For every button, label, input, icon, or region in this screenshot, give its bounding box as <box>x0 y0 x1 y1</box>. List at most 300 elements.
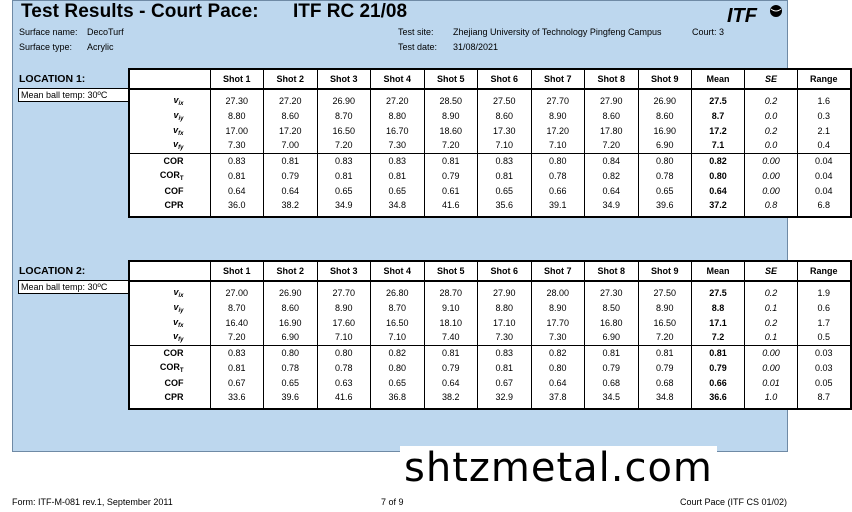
table-cell: 0.64 <box>585 183 639 198</box>
table-row <box>129 108 851 123</box>
table-cell: 2.1 <box>817 125 830 136</box>
table-cell: 0.80 <box>264 345 318 360</box>
row-label-symbol: v <box>173 139 179 150</box>
table-cell: 26.90 <box>638 89 692 108</box>
table-cell: 0.6 <box>817 302 830 313</box>
table-cell: 17.80 <box>585 123 639 138</box>
table-cell: 0.05 <box>814 377 833 388</box>
column-header: Shot 2 <box>264 261 318 281</box>
table-cell: 7.2 <box>692 330 745 345</box>
column-header: Shot 7 <box>531 261 585 281</box>
table-cell: 0.80 <box>531 153 585 168</box>
table-cell: 0.78 <box>264 360 318 375</box>
table-cell: 17.30 <box>478 123 532 138</box>
table-cell: 0.83 <box>317 153 371 168</box>
column-header: Shot 3 <box>317 69 371 89</box>
column-header: Shot 1 <box>210 261 264 281</box>
table-row <box>129 198 851 217</box>
table-cell: 17.60 <box>317 315 371 330</box>
results-panel <box>12 0 838 452</box>
row-label-text: COR <box>159 169 180 180</box>
watermark: shtzmetal.com <box>400 446 717 490</box>
table-cell: 39.6 <box>638 198 692 217</box>
table-cell: 7.00 <box>264 138 318 153</box>
header-corner <box>129 261 210 281</box>
table-cell: 36.0 <box>210 198 264 217</box>
table-cell: 34.9 <box>585 198 639 217</box>
table-cell: 0.03 <box>798 345 851 360</box>
table-cell: 0.66 <box>531 183 585 198</box>
row-label-subscript: iy <box>178 307 184 314</box>
table-cell: 16.90 <box>264 315 318 330</box>
column-header: Shot 6 <box>478 261 532 281</box>
table-cell: 0.84 <box>585 153 639 168</box>
row-label-subscript: fx <box>178 322 184 329</box>
table-cell: 8.60 <box>638 108 692 123</box>
location-2-ball-temp: Mean ball temp: 30ºC <box>18 280 129 294</box>
table-cell: 0.81 <box>317 168 371 183</box>
footer-doc-ref: Court Pace (ITF CS 01/02) <box>679 497 787 507</box>
row-label <box>129 123 210 138</box>
table-cell: 8.80 <box>210 108 264 123</box>
table-cell: 0.64 <box>264 183 318 198</box>
table-cell: 0.80 <box>371 360 425 375</box>
table-cell: 0.00 <box>745 168 798 183</box>
table-cell: 37.8 <box>531 390 585 409</box>
table-cell: 28.50 <box>424 89 478 108</box>
table-cell: 38.2 <box>424 390 478 409</box>
footer-page-number: 7 of 9 <box>381 497 404 507</box>
table-cell: 0.81 <box>210 168 264 183</box>
itf-logo-icon <box>725 3 785 25</box>
table-cell: 0.04 <box>814 170 833 181</box>
table-cell: 0.0 <box>745 138 798 153</box>
table-cell: 39.6 <box>264 390 318 409</box>
table-cell: 0.82 <box>585 168 639 183</box>
surface-type-value: Acrylic <box>87 42 114 52</box>
table-cell: 0.81 <box>692 345 745 360</box>
row-label <box>129 375 210 390</box>
table-cell: 8.8 <box>692 300 745 315</box>
table-cell: 0.64 <box>692 183 745 198</box>
table-cell: 0.65 <box>638 183 692 198</box>
table-cell: 37.2 <box>692 198 745 217</box>
row-label-symbol: v <box>173 301 179 312</box>
table-cell: 1.9 <box>817 288 830 298</box>
table-cell: 0.81 <box>478 360 532 375</box>
table-row <box>129 281 851 300</box>
table-cell: 0.2 <box>745 281 798 300</box>
table-cell: 0.80 <box>692 168 745 183</box>
row-label <box>129 315 210 330</box>
column-header: SE <box>745 261 798 281</box>
column-header: Mean <box>692 69 745 89</box>
table-cell: 0.01 <box>745 375 798 390</box>
table-cell: 0.78 <box>317 360 371 375</box>
table-cell: 0.83 <box>478 345 532 360</box>
table-cell: 0.04 <box>798 153 851 168</box>
table-cell: 8.70 <box>210 300 264 315</box>
row-label-symbol: v <box>173 95 179 105</box>
table-cell: 1.7 <box>817 317 830 328</box>
table-cell: 7.20 <box>210 330 264 345</box>
table-cell: 0.61 <box>424 183 478 198</box>
table-cell: 41.6 <box>317 390 371 409</box>
table-cell: 17.20 <box>531 123 585 138</box>
surface-type-label: Surface type: <box>19 42 73 52</box>
table-cell: 0.0 <box>745 108 798 123</box>
table-cell: 8.70 <box>317 108 371 123</box>
table-cell: 18.10 <box>424 315 478 330</box>
table-cell: 0.78 <box>531 168 585 183</box>
table-row <box>129 330 851 345</box>
row-label-symbol: v <box>173 331 179 342</box>
column-header: Mean <box>692 261 745 281</box>
surface-name-label: Surface name: <box>19 27 78 37</box>
table-cell: 28.00 <box>531 281 585 300</box>
surface-name-value: DecoTurf <box>87 27 124 37</box>
table-row <box>129 345 851 360</box>
table-cell: 0.4 <box>817 140 830 151</box>
table-cell: 7.20 <box>638 330 692 345</box>
table-cell: 1.0 <box>745 390 798 409</box>
test-date-label: Test date: <box>398 42 438 52</box>
column-header: Shot 5 <box>424 261 478 281</box>
table-row <box>129 89 851 108</box>
table-cell: 7.30 <box>478 330 532 345</box>
table-cell: 17.70 <box>531 315 585 330</box>
row-label <box>129 183 210 198</box>
table-cell: 7.10 <box>478 138 532 153</box>
table-cell: 27.90 <box>478 281 532 300</box>
table-cell: 8.90 <box>638 300 692 315</box>
table-cell: 17.1 <box>692 315 745 330</box>
table-row <box>129 153 851 168</box>
column-header: Shot 8 <box>585 261 639 281</box>
table-cell: 8.7 <box>817 392 830 402</box>
row-label <box>129 281 210 300</box>
table-cell: 26.90 <box>264 281 318 300</box>
table-cell: 17.2 <box>692 123 745 138</box>
table-cell: 0.81 <box>264 153 318 168</box>
row-label-text: COR <box>163 155 184 166</box>
table-cell: 34.9 <box>317 198 371 217</box>
column-header: Range <box>798 69 851 89</box>
row-label <box>129 390 210 409</box>
table-cell: 0.63 <box>317 375 371 390</box>
table-cell: 8.70 <box>371 300 425 315</box>
table-cell: 0.1 <box>745 300 798 315</box>
row-label <box>129 108 210 123</box>
table-cell: 0.65 <box>478 183 532 198</box>
table-cell: 34.8 <box>371 198 425 217</box>
table-cell: 0.79 <box>692 360 745 375</box>
table-cell: 0.66 <box>692 375 745 390</box>
row-label-subscript: T <box>179 175 184 182</box>
table-cell: 27.20 <box>264 89 318 108</box>
test-site-value: Zhejiang University of Technology Pingfeng Campus <box>453 27 662 37</box>
table-cell: 0.2 <box>745 315 798 330</box>
row-label-symbol: v <box>173 316 179 327</box>
table-cell: 8.60 <box>585 108 639 123</box>
table-cell: 27.00 <box>210 281 264 300</box>
table-cell: 0.68 <box>585 375 639 390</box>
table-cell: 18.60 <box>424 123 478 138</box>
table-cell: 6.90 <box>585 330 639 345</box>
table-cell: 0.65 <box>371 375 425 390</box>
table-cell: 0.65 <box>264 375 318 390</box>
row-label <box>129 345 210 360</box>
location-2-results-table <box>128 260 852 410</box>
table-cell: 8.60 <box>264 108 318 123</box>
column-header: Shot 3 <box>317 261 371 281</box>
row-label-text: CPR <box>164 392 184 402</box>
table-cell: 27.5 <box>692 281 745 300</box>
table-cell: 35.6 <box>478 198 532 217</box>
column-header: Shot 7 <box>531 69 585 89</box>
table-cell: 16.50 <box>317 123 371 138</box>
table-cell: 36.8 <box>371 390 425 409</box>
row-label <box>129 300 210 315</box>
column-header: SE <box>745 69 798 89</box>
table-cell: 0.83 <box>478 153 532 168</box>
table-cell: 0.82 <box>692 153 745 168</box>
row-label <box>129 360 210 375</box>
table-cell: 0.81 <box>424 345 478 360</box>
report-reference: ITF RC 21/08 <box>293 1 408 22</box>
row-label <box>129 330 210 345</box>
table-cell: 7.10 <box>531 138 585 153</box>
table-cell: 8.90 <box>424 108 478 123</box>
table-cell: 0.5 <box>817 332 830 343</box>
column-header: Shot 9 <box>638 261 692 281</box>
table-cell: 27.70 <box>317 281 371 300</box>
column-header: Shot 6 <box>478 69 532 89</box>
table-cell: 28.70 <box>424 281 478 300</box>
location-1-title: LOCATION 1: <box>19 73 86 85</box>
table-cell: 0.04 <box>814 185 833 196</box>
table-cell: 7.20 <box>317 138 371 153</box>
table-cell: 0.81 <box>424 153 478 168</box>
table-cell: 27.50 <box>638 281 692 300</box>
row-label-symbol: v <box>173 124 179 135</box>
row-label-text: COR <box>159 361 180 372</box>
column-header: Shot 5 <box>424 69 478 89</box>
table-cell: 0.67 <box>478 375 532 390</box>
table-cell: 16.70 <box>371 123 425 138</box>
table-cell: 7.40 <box>424 330 478 345</box>
table-cell: 0.65 <box>317 183 371 198</box>
table-cell: 0.78 <box>638 168 692 183</box>
table-cell: 8.90 <box>531 108 585 123</box>
table-cell: 0.64 <box>210 183 264 198</box>
row-label <box>129 153 210 168</box>
table-cell: 41.6 <box>424 198 478 217</box>
table-cell: 27.30 <box>210 89 264 108</box>
row-label-text: COR <box>163 347 184 358</box>
table-cell: 0.68 <box>638 375 692 390</box>
row-label-subscript: T <box>179 367 184 374</box>
table-cell: 33.6 <box>210 390 264 409</box>
table-row <box>129 300 851 315</box>
table-cell: 0.81 <box>638 345 692 360</box>
table-cell: 0.00 <box>745 183 798 198</box>
column-header: Shot 4 <box>371 69 425 89</box>
header-corner <box>129 69 210 89</box>
location-2-title: LOCATION 2: <box>19 265 86 277</box>
table-cell: 27.5 <box>692 89 745 108</box>
row-label <box>129 89 210 108</box>
table-cell: 0.64 <box>531 375 585 390</box>
table-cell: 0.83 <box>210 345 264 360</box>
footer-form-ref: Form: ITF-M-081 rev.1, September 2011 <box>12 497 173 507</box>
court-number: Court: 3 <box>692 27 725 37</box>
table-cell: 34.5 <box>585 390 639 409</box>
table-cell: 16.80 <box>585 315 639 330</box>
table-cell: 0.81 <box>478 168 532 183</box>
table-cell: 8.50 <box>585 300 639 315</box>
row-label <box>129 198 210 217</box>
table-cell: 0.79 <box>638 360 692 375</box>
table-cell: 0.80 <box>638 153 692 168</box>
table-cell: 7.20 <box>585 138 639 153</box>
row-label-subscript: fy <box>178 337 184 344</box>
table-cell: 7.30 <box>210 138 264 153</box>
row-label-text: COF <box>164 377 184 388</box>
table-header-row <box>129 69 851 89</box>
table-cell: 8.90 <box>531 300 585 315</box>
row-label-symbol: v <box>173 287 179 297</box>
table-row <box>129 123 851 138</box>
table-cell: 0.8 <box>745 198 798 217</box>
test-site-label: Test site: <box>398 27 434 37</box>
column-header: Shot 4 <box>371 261 425 281</box>
row-label <box>129 168 210 183</box>
table-cell: 0.67 <box>210 375 264 390</box>
table-cell: 0.79 <box>264 168 318 183</box>
table-cell: 6.90 <box>264 330 318 345</box>
row-label-subscript: ix <box>178 293 184 299</box>
table-cell: 0.00 <box>745 360 798 375</box>
table-cell: 27.30 <box>585 281 639 300</box>
location-1-results-table <box>128 68 852 218</box>
row-label-text: CPR <box>164 200 184 210</box>
table-cell: 38.2 <box>264 198 318 217</box>
table-cell: 17.20 <box>264 123 318 138</box>
table-cell: 39.1 <box>531 198 585 217</box>
table-cell: 8.90 <box>317 300 371 315</box>
table-cell: 8.60 <box>264 300 318 315</box>
table-cell: 0.2 <box>745 89 798 108</box>
row-label-subscript: iy <box>178 115 184 122</box>
table-cell: 9.10 <box>424 300 478 315</box>
table-cell: 0.81 <box>371 168 425 183</box>
row-label-text: COF <box>164 185 184 196</box>
table-cell: 0.79 <box>424 360 478 375</box>
row-label-subscript: fy <box>178 145 184 152</box>
table-cell: 17.10 <box>478 315 532 330</box>
table-cell: 0.79 <box>585 360 639 375</box>
table-cell: 0.83 <box>210 153 264 168</box>
table-cell: 0.3 <box>817 110 830 121</box>
table-cell: 0.81 <box>210 360 264 375</box>
column-header: Shot 2 <box>264 69 318 89</box>
table-cell: 8.60 <box>478 108 532 123</box>
table-cell: 16.40 <box>210 315 264 330</box>
column-header: Shot 8 <box>585 69 639 89</box>
location-1-ball-temp: Mean ball temp: 30ºC <box>18 88 129 102</box>
table-header-row <box>129 261 851 281</box>
table-cell: 0.81 <box>585 345 639 360</box>
table-cell: 0.79 <box>424 168 478 183</box>
table-cell: 8.7 <box>692 108 745 123</box>
table-cell: 1.6 <box>817 96 830 106</box>
table-cell: 7.10 <box>317 330 371 345</box>
table-cell: 27.50 <box>478 89 532 108</box>
row-label-subscript: ix <box>178 101 184 107</box>
table-cell: 7.20 <box>424 138 478 153</box>
row-label-symbol: v <box>173 109 179 120</box>
table-row <box>129 360 851 375</box>
column-header: Range <box>798 261 851 281</box>
table-cell: 34.8 <box>638 390 692 409</box>
table-cell: 0.80 <box>531 360 585 375</box>
table-cell: 0.03 <box>814 362 833 373</box>
column-header: Shot 1 <box>210 69 264 89</box>
table-row <box>129 183 851 198</box>
row-label <box>129 138 210 153</box>
table-cell: 7.30 <box>531 330 585 345</box>
table-cell: 16.50 <box>371 315 425 330</box>
table-cell: 27.20 <box>371 89 425 108</box>
table-cell: 0.65 <box>371 183 425 198</box>
table-row <box>129 375 851 390</box>
column-header: Shot 9 <box>638 69 692 89</box>
table-cell: 16.50 <box>638 315 692 330</box>
table-cell: 16.90 <box>638 123 692 138</box>
table-cell: 0.1 <box>745 330 798 345</box>
table-cell: 0.00 <box>745 153 798 168</box>
table-cell: 7.10 <box>371 330 425 345</box>
table-cell: 0.00 <box>745 345 798 360</box>
table-cell: 0.2 <box>745 123 798 138</box>
test-date-value: 31/08/2021 <box>453 42 499 52</box>
table-cell: 7.1 <box>692 138 745 153</box>
table-cell: 6.90 <box>638 138 692 153</box>
table-row <box>129 390 851 409</box>
table-cell: 0.64 <box>424 375 478 390</box>
table-cell: 0.82 <box>371 345 425 360</box>
table-row <box>129 138 851 153</box>
svg-text:ITF: ITF <box>727 5 757 27</box>
table-cell: 26.80 <box>371 281 425 300</box>
table-cell: 27.90 <box>585 89 639 108</box>
page-title: Test Results - Court Pace: <box>21 1 259 22</box>
table-cell: 0.80 <box>317 345 371 360</box>
table-cell: 0.82 <box>531 345 585 360</box>
table-cell: 32.9 <box>478 390 532 409</box>
table-row <box>129 315 851 330</box>
table-cell: 7.30 <box>371 138 425 153</box>
table-cell: 8.80 <box>371 108 425 123</box>
table-cell: 8.80 <box>478 300 532 315</box>
table-cell: 0.83 <box>371 153 425 168</box>
table-cell: 26.90 <box>317 89 371 108</box>
table-row <box>129 168 851 183</box>
row-label-subscript: fx <box>178 130 184 137</box>
table-cell: 27.70 <box>531 89 585 108</box>
table-cell: 36.6 <box>692 390 745 409</box>
